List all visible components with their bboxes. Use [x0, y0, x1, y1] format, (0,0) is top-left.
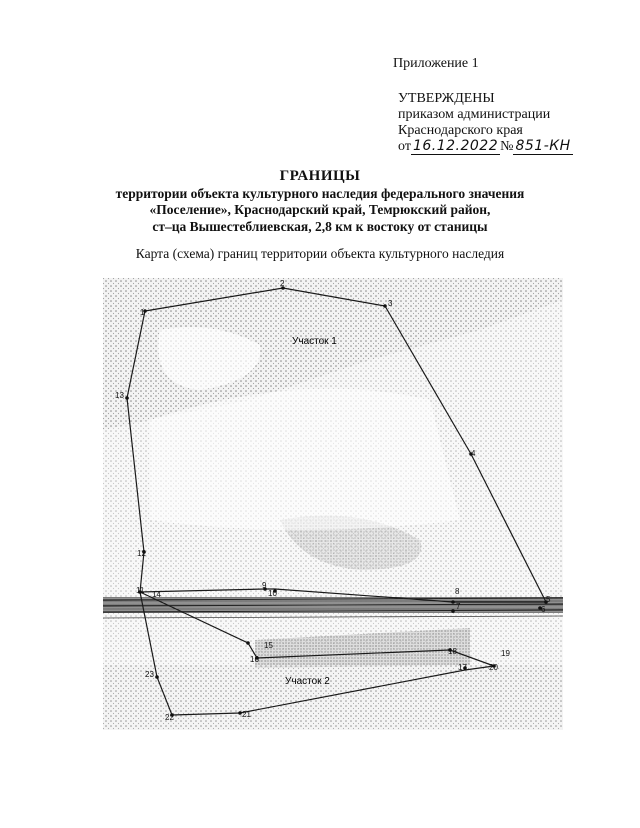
- title-line-3: ст–ца Вышестеблиевская, 2,8 км к востоку от станицы: [152, 219, 488, 234]
- point-label: 8: [455, 587, 460, 596]
- point-label: 17: [458, 663, 467, 672]
- point-label: 4: [471, 449, 476, 458]
- title-line-1: территории объекта культурного наследия федерального значения: [115, 186, 525, 201]
- point-label: 2: [280, 279, 285, 288]
- point-label: 3: [388, 299, 393, 308]
- point-label: 1: [140, 308, 145, 317]
- number-prefix: №: [500, 139, 514, 154]
- point-label: 23: [145, 670, 154, 679]
- document-heading: ГРАНИЦЫ: [279, 168, 361, 184]
- point-label: 18: [448, 647, 457, 656]
- point-label: 16: [250, 655, 259, 664]
- approval-status: УТВЕРЖДЕНЫ: [398, 91, 495, 106]
- appendix-label: Приложение 1: [393, 56, 479, 71]
- point-label: 10: [268, 589, 277, 598]
- approval-region: Краснодарского края: [398, 123, 523, 138]
- handwritten-number: 851-КН: [515, 138, 571, 154]
- point-label: 6: [541, 605, 546, 614]
- point-label: 14: [152, 590, 161, 599]
- point-label: 22: [165, 713, 174, 722]
- point-label: 12: [137, 549, 146, 558]
- handwritten-date: 16.12.2022: [412, 138, 499, 154]
- approval-authority: приказом администрации: [398, 107, 551, 122]
- point-label: 19: [501, 649, 510, 658]
- point-label: 9: [262, 581, 267, 590]
- map-caption: Карта (схема) границ территории объекта культурного наследия: [135, 246, 505, 261]
- title-line-2: «Поселение», Краснодарский край, Темрюкский район,: [149, 202, 491, 217]
- plot-1-label: Участок 1: [292, 336, 337, 347]
- plot-2-label: Участок 2: [285, 676, 330, 687]
- point-label: 21: [242, 710, 251, 719]
- point-label: 20: [489, 663, 498, 672]
- point-label: 7: [456, 602, 461, 611]
- point-label: 13: [115, 391, 124, 400]
- point-label: 5: [546, 595, 551, 604]
- point-label: 15: [264, 641, 273, 650]
- date-prefix: от: [398, 139, 411, 154]
- point-label: 11: [136, 586, 145, 595]
